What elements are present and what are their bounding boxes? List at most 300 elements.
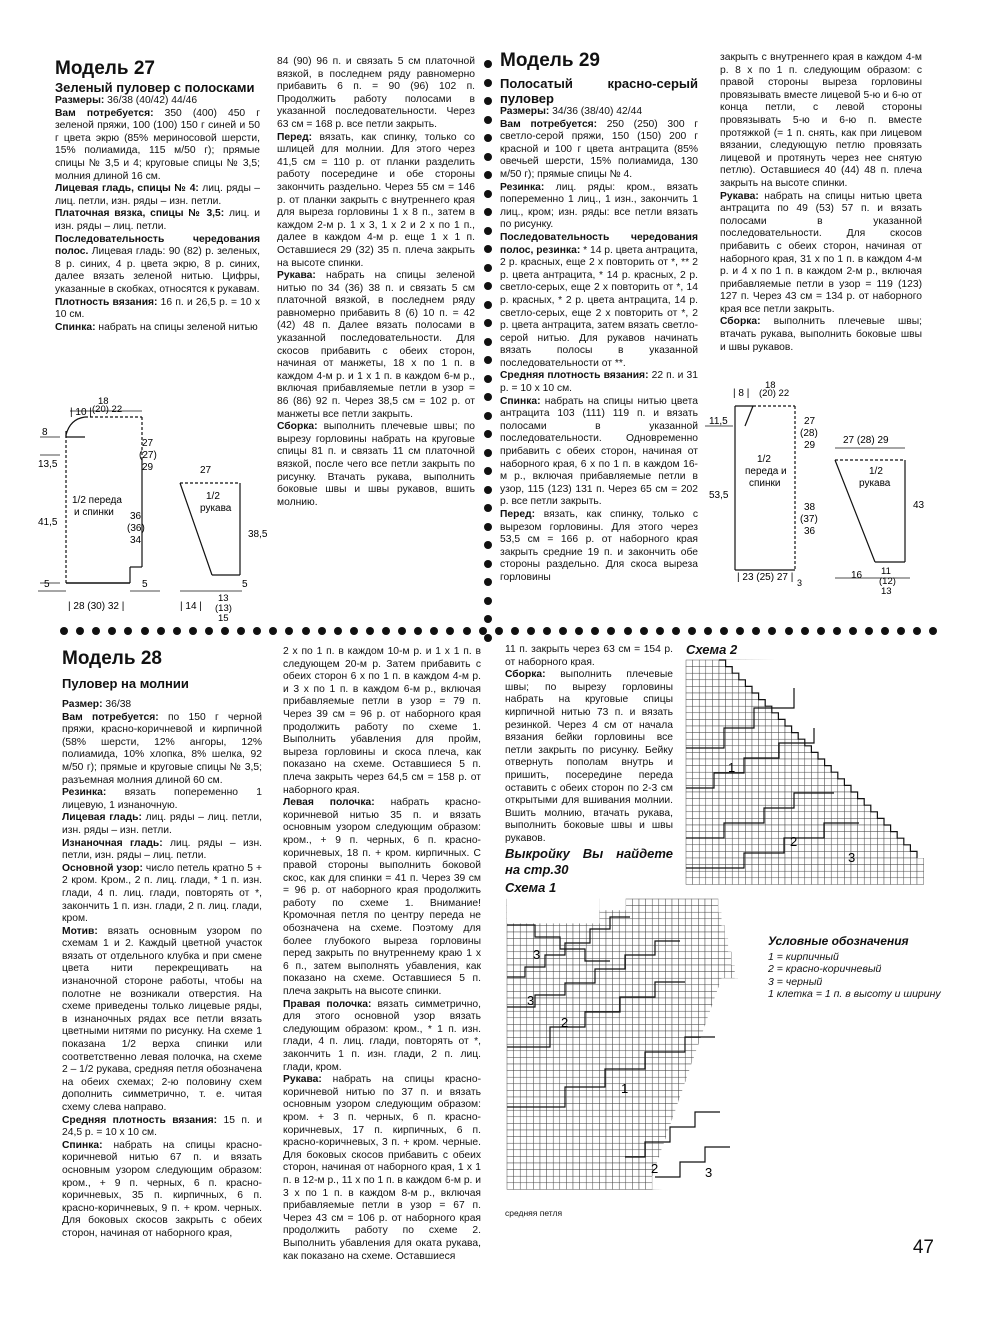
- paragraph: [500, 119, 698, 182]
- grid-cell: [765, 799, 772, 806]
- grid-cell: [699, 825, 706, 832]
- paragraph-label: Изнаночная гладь:: [62, 837, 163, 849]
- grid-cell: [838, 805, 845, 812]
- grid-cell: [586, 1163, 593, 1170]
- grid-cell: [706, 805, 713, 812]
- grid-cell: [533, 1163, 540, 1170]
- grid-cell: [851, 838, 858, 845]
- grid-cell: [811, 845, 818, 852]
- grid-cell: [838, 785, 845, 792]
- grid-cell: [507, 925, 514, 932]
- grid-cell: [573, 1156, 580, 1163]
- grid-cell: [613, 965, 620, 972]
- grid-cell: [553, 1156, 560, 1163]
- grid-cell: [533, 972, 540, 979]
- grid-cell: [632, 1024, 639, 1031]
- color-label: 2: [651, 1161, 659, 1176]
- grid-cell: [566, 1051, 573, 1058]
- grid-cell: [739, 746, 746, 753]
- grid-cell: [825, 799, 832, 806]
- grid-cell: [665, 958, 672, 965]
- paragraph: [720, 191, 922, 317]
- m29-front-label-c: спинки: [749, 478, 781, 489]
- paragraph: [500, 106, 698, 119]
- schema2-chart: [684, 658, 934, 898]
- m27-sleeve-bottom-15: 15: [218, 613, 229, 624]
- grid-cell: [599, 1176, 606, 1183]
- paragraph-label: Правая полочка:: [283, 998, 372, 1010]
- grid-cell: [599, 1090, 606, 1097]
- grid-cell: [693, 733, 700, 740]
- grid-cell: [659, 925, 666, 932]
- paragraph-label: Платочная вязка, спицы № 3,5:: [55, 208, 225, 220]
- grid-cell: [745, 799, 752, 806]
- grid-cell: [785, 785, 792, 792]
- legend: [768, 935, 941, 1001]
- paragraph-text: набрать красно-коричневой нитью 35 п. и вязать основным узором следующим образом: кром., + 9 п. черных, 6 п. красно-коричневых, 18 п. + кром. кирпичных. С правой стороны выполнить боковой скос, как для спинки = 41 п. Через 39 см = 96 р. от наборного края продолжить работу по схеме 1. Внимание! Кромочная петля по центру переда не обозначена на схеме. Поэтому для более глубокого выреза горловины перед закрыть по внутреннему краю 1 х 6 п., затем выполнять убавления, как показано на схеме. Оставшиеся 5 п. плеча закрыть на высоте спинки.: [283, 797, 481, 998]
- grid-cell: [712, 746, 719, 753]
- separator-dot: [446, 627, 454, 635]
- grid-cell: [825, 845, 832, 852]
- grid-cell: [553, 1176, 560, 1183]
- grid-cell: [599, 972, 606, 979]
- grid-cell: [719, 785, 726, 792]
- grid-cell: [547, 1051, 554, 1058]
- grid-cell: [739, 680, 746, 687]
- grid-cell: [639, 972, 646, 979]
- grid-cell: [553, 1011, 560, 1018]
- grid-cell: [619, 978, 626, 985]
- grid-cell: [706, 706, 713, 713]
- grid-cell: [752, 818, 759, 825]
- grid-cell: [798, 858, 805, 865]
- grid-cell: [726, 818, 733, 825]
- grid-cell: [752, 785, 759, 792]
- grid-cell: [520, 978, 527, 985]
- grid-cell: [573, 1130, 580, 1137]
- paragraph: [62, 1115, 262, 1140]
- separator-dot: [124, 627, 132, 635]
- grid-cell: [520, 925, 527, 932]
- m29-dim-right-27: 27: [804, 416, 816, 427]
- grid-cell: [553, 1051, 560, 1058]
- grid-cell: [851, 805, 858, 812]
- separator-dot: [484, 97, 492, 105]
- grid-cell: [726, 858, 733, 865]
- separator-dot: [253, 627, 261, 635]
- grid-cell: [818, 858, 825, 865]
- grid-cell: [593, 1110, 600, 1117]
- grid-cell: [632, 1044, 639, 1051]
- grid-cell: [732, 792, 739, 799]
- grid-cell: [752, 832, 759, 839]
- grid-cell: [672, 1024, 679, 1031]
- m27-dim-right-27b: (27): [139, 450, 157, 461]
- grid-cell: [593, 1090, 600, 1097]
- grid-cell: [646, 998, 653, 1005]
- grid-cell: [619, 1176, 626, 1183]
- grid-cell: [573, 1137, 580, 1144]
- m29-dim-right-37: (37): [800, 514, 818, 525]
- grid-cell: [686, 719, 693, 726]
- grid-cell: [844, 871, 851, 878]
- grid-cell: [527, 965, 534, 972]
- grid-cell: [593, 985, 600, 992]
- grid-cell: [818, 845, 825, 852]
- grid-cell: [652, 1077, 659, 1084]
- grid-cell: [693, 673, 700, 680]
- grid-cell: [679, 1038, 686, 1045]
- m29-sleeve-bottom-13: 13: [881, 586, 892, 597]
- grid-cell: [739, 818, 746, 825]
- grid-cell: [718, 972, 725, 979]
- grid-cell: [560, 1057, 567, 1064]
- m27-sleeve-label-a: 1/2: [206, 491, 220, 502]
- grid-cell: [560, 1163, 567, 1170]
- grid-cell: [745, 878, 752, 885]
- grid-cell: [811, 818, 818, 825]
- grid-cell: [686, 693, 693, 700]
- grid-cell: [646, 1123, 653, 1130]
- grid-cell: [540, 925, 547, 932]
- grid-cell: [871, 865, 878, 872]
- grid-cell: [613, 1130, 620, 1137]
- paragraph-label: Вам потребуется:: [62, 711, 159, 723]
- paragraph-label: Рукава:: [277, 270, 316, 282]
- grid-cell: [672, 952, 679, 959]
- grid-cell: [851, 825, 858, 832]
- schema2-title: Схема 2: [686, 642, 738, 657]
- grid-cell: [593, 945, 600, 952]
- grid-cell: [619, 972, 626, 979]
- grid-cell: [831, 772, 838, 779]
- grid-cell: [619, 925, 626, 932]
- grid-cell: [698, 925, 705, 932]
- paragraph: [277, 56, 475, 132]
- grid-cell: [514, 925, 521, 932]
- grid-cell: [712, 792, 719, 799]
- grid-cell: [527, 1183, 534, 1190]
- grid-cell: [864, 858, 871, 865]
- grid-cell: [646, 912, 653, 919]
- grid-cell: [553, 1183, 560, 1190]
- m29-dim-bottom: | 23 (25) 27 |: [737, 572, 794, 583]
- grid-cell: [553, 1005, 560, 1012]
- grid-cell: [632, 945, 639, 952]
- grid-cell: [580, 925, 587, 932]
- separator-dot: [672, 627, 680, 635]
- grid-cell: [831, 805, 838, 812]
- grid-cell: [831, 779, 838, 786]
- grid-cell: [507, 1097, 514, 1104]
- grid-cell: [632, 1051, 639, 1058]
- paragraph-text: набрать на спицы зеленой нитью по 34 (36) 38 п. и связать 5 см платочной вязкой, в последнем ряду равномерно прибавить 8 (6) 10 п. = 42 (42) 48 п. Далее вязать полосами в указанной последовательности. Для скосов прибавить с обеих сторон, начиная от манжеты, 18 х по 1 п. в каждом 4-м р. и 1 х 1 п. в каждом 6-м р., включая прибавляемые петли в узор = 86 (86) 92 п. Через 38,5 см = 102 р. от манжеты все петли закрыть.: [277, 270, 475, 420]
- grid-cell: [739, 785, 746, 792]
- grid-cell: [659, 945, 666, 952]
- grid-cell: [553, 1084, 560, 1091]
- grid-cell: [792, 851, 799, 858]
- grid-cell: [533, 1038, 540, 1045]
- grid-cell: [527, 1123, 534, 1130]
- grid-cell: [652, 1044, 659, 1051]
- grid-cell: [547, 1123, 554, 1130]
- grid-cell: [659, 906, 666, 913]
- grid-cell: [626, 1051, 633, 1058]
- grid-cell: [613, 1018, 620, 1025]
- grid-cell: [897, 845, 904, 852]
- separator-dot: [929, 627, 937, 635]
- grid-cell: [811, 759, 818, 766]
- grid-cell: [759, 700, 766, 707]
- grid-cell: [798, 838, 805, 845]
- grid-cell: [547, 1097, 554, 1104]
- grid-cell: [705, 939, 712, 946]
- paragraph: [62, 787, 262, 812]
- grid-cell: [672, 985, 679, 992]
- grid-cell: [811, 752, 818, 759]
- grid-cell: [646, 1005, 653, 1012]
- grid-cell: [573, 1090, 580, 1097]
- grid-cell: [712, 838, 719, 845]
- grid-cell: [632, 1150, 639, 1157]
- grid-cell: [659, 1097, 666, 1104]
- grid-cell: [693, 832, 700, 839]
- grid-cell: [858, 812, 865, 819]
- grid-cell: [632, 1123, 639, 1130]
- grid-cell: [553, 1123, 560, 1130]
- grid-cell: [520, 1150, 527, 1157]
- grid-cell: [619, 1137, 626, 1144]
- grid-cell: [646, 1077, 653, 1084]
- grid-cell: [613, 1143, 620, 1150]
- grid-cell: [745, 805, 752, 812]
- grid-cell: [864, 851, 871, 858]
- grid-cell: [652, 1071, 659, 1078]
- grid-cell: [686, 752, 693, 759]
- grid-cell: [792, 825, 799, 832]
- grid-cell: [547, 1011, 554, 1018]
- grid-cell: [706, 792, 713, 799]
- grid-cell: [706, 785, 713, 792]
- grid-cell: [752, 719, 759, 726]
- grid-cell: [599, 1018, 606, 1025]
- grid-cell: [686, 825, 693, 832]
- grid-cell: [573, 1183, 580, 1190]
- grid-cell: [798, 766, 805, 773]
- grid-cell: [613, 1057, 620, 1064]
- grid-cell: [785, 733, 792, 740]
- grid-cell: [712, 945, 719, 952]
- grid-cell: [533, 939, 540, 946]
- grid-cell: [619, 945, 626, 952]
- grid-cell: [712, 925, 719, 932]
- grid-cell: [752, 733, 759, 740]
- grid-cell: [825, 871, 832, 878]
- grid-cell: [685, 1005, 692, 1012]
- grid-cell: [772, 799, 779, 806]
- grid-cell: [679, 932, 686, 939]
- grid-cell: [838, 792, 845, 799]
- paragraph-label: Рукава:: [720, 190, 759, 202]
- grid-cell: [639, 925, 646, 932]
- grid-cell: [759, 838, 766, 845]
- grid-cell: [685, 1051, 692, 1058]
- grid-cell: [693, 785, 700, 792]
- grid-cell: [665, 1044, 672, 1051]
- paragraph-label: Лицевая гладь, спицы № 4:: [55, 183, 199, 195]
- grid-cell: [712, 739, 719, 746]
- grid-cell: [785, 799, 792, 806]
- grid-cell: [540, 1156, 547, 1163]
- grid-cell: [752, 825, 759, 832]
- grid-cell: [593, 1117, 600, 1124]
- paragraph-label: Спинка:: [62, 1139, 103, 1151]
- grid-cell: [765, 726, 772, 733]
- grid-cell: [665, 1104, 672, 1111]
- grid-cell: [613, 1110, 620, 1117]
- grid-cell: [705, 919, 712, 926]
- grid-cell: [719, 832, 726, 839]
- grid-cell: [752, 792, 759, 799]
- grid-cell: [606, 1110, 613, 1117]
- grid-cell: [698, 939, 705, 946]
- grid-cell: [679, 939, 686, 946]
- grid-cell: [619, 919, 626, 926]
- grid-cell: [553, 1071, 560, 1078]
- grid-cell: [659, 1018, 666, 1025]
- grid-cell: [765, 733, 772, 740]
- grid-cell: [685, 985, 692, 992]
- grid-cell: [725, 958, 732, 965]
- grid-cell: [712, 939, 719, 946]
- grid-cell: [745, 700, 752, 707]
- grid-cell: [685, 952, 692, 959]
- separator-dot: [285, 627, 293, 635]
- separator-dot: [817, 627, 825, 635]
- grid-cell: [547, 1117, 554, 1124]
- grid-cell: [520, 939, 527, 946]
- grid-cell: [613, 1064, 620, 1071]
- grid-cell: [825, 812, 832, 819]
- paragraph: [62, 699, 262, 712]
- m29-sleeve-right: 43: [913, 500, 925, 511]
- model29-continued: [720, 52, 922, 354]
- grid-cell: [646, 1011, 653, 1018]
- grid-cell: [891, 878, 898, 885]
- separator-dot: [484, 319, 492, 327]
- grid-cell: [520, 958, 527, 965]
- grid-cell: [778, 825, 785, 832]
- grid-cell: [706, 871, 713, 878]
- grid-cell: [692, 906, 699, 913]
- grid-cell: [507, 998, 514, 1005]
- paragraph-text: 11 п. закрыть через 63 см = 154 р. от наборного края.: [505, 644, 673, 668]
- grid-cell: [533, 1123, 540, 1130]
- grid-cell: [712, 919, 719, 926]
- grid-cell: [533, 978, 540, 985]
- grid-cell: [514, 998, 521, 1005]
- grid-cell: [665, 1011, 672, 1018]
- separator-dot: [463, 627, 471, 635]
- grid-cell: [778, 858, 785, 865]
- grid-cell: [586, 985, 593, 992]
- grid-cell: [632, 925, 639, 932]
- grid-cell: [560, 1110, 567, 1117]
- grid-cell: [606, 1031, 613, 1038]
- grid-cell: [897, 858, 904, 865]
- paragraph-text: 250 (250) 300 г светло-серой пряжи, 150 (150) 200 г красной и 100 г цвета антрацита (85% овечьей шерсти, 15% полиамида, 130 м/50 г); прямые спицы № 4.: [500, 118, 698, 180]
- grid-cell: [739, 686, 746, 693]
- grid-cell: [586, 1071, 593, 1078]
- grid-cell: [864, 865, 871, 872]
- grid-cell: [520, 998, 527, 1005]
- grid-cell: [514, 1024, 521, 1031]
- grid-cell: [798, 851, 805, 858]
- grid-cell: [540, 1117, 547, 1124]
- grid-cell: [593, 965, 600, 972]
- grid-cell: [692, 952, 699, 959]
- grid-cell: [712, 766, 719, 773]
- grid-cell: [626, 932, 633, 939]
- grid-cell: [573, 1044, 580, 1051]
- grid-cell: [527, 1057, 534, 1064]
- grid-cell: [706, 812, 713, 819]
- grid-cell: [619, 932, 626, 939]
- grid-cell: [646, 1057, 653, 1064]
- grid-cell: [514, 1170, 521, 1177]
- grid-cell: [639, 1038, 646, 1045]
- grid-cell: [838, 799, 845, 806]
- grid-cell: [632, 1170, 639, 1177]
- grid-cell: [580, 1156, 587, 1163]
- grid-cell: [811, 779, 818, 786]
- grid-cell: [652, 1018, 659, 1025]
- grid-cell: [586, 1031, 593, 1038]
- grid-cell: [593, 1150, 600, 1157]
- separator-dot: [484, 134, 492, 142]
- grid-cell: [520, 1176, 527, 1183]
- paragraph: [62, 812, 262, 837]
- grid-cell: [646, 978, 653, 985]
- grid-cell: [632, 1011, 639, 1018]
- grid-cell: [547, 1071, 554, 1078]
- grid-cell: [739, 779, 746, 786]
- grid-cell: [818, 865, 825, 872]
- grid-cell: [897, 838, 904, 845]
- m29-dim-535: 53,5: [709, 490, 729, 501]
- grid-cell: [910, 878, 917, 885]
- grid-cell: [745, 779, 752, 786]
- grid-cell: [698, 991, 705, 998]
- grid-cell: [632, 1117, 639, 1124]
- grid-cell: [772, 713, 779, 720]
- paragraph-label: Сборка:: [505, 669, 546, 681]
- grid-cell: [566, 1156, 573, 1163]
- grid-cell: [825, 818, 832, 825]
- grid-cell: [527, 1031, 534, 1038]
- grid-cell: [566, 972, 573, 979]
- grid-cell: [507, 1090, 514, 1097]
- grid-cell: [613, 978, 620, 985]
- grid-cell: [685, 939, 692, 946]
- grid-cell: [626, 1044, 633, 1051]
- grid-cell: [858, 818, 865, 825]
- grid-cell: [573, 1163, 580, 1170]
- grid-cell: [553, 965, 560, 972]
- grid-cell: [672, 1084, 679, 1091]
- grid-cell: [599, 1038, 606, 1045]
- grid-cell: [507, 939, 514, 946]
